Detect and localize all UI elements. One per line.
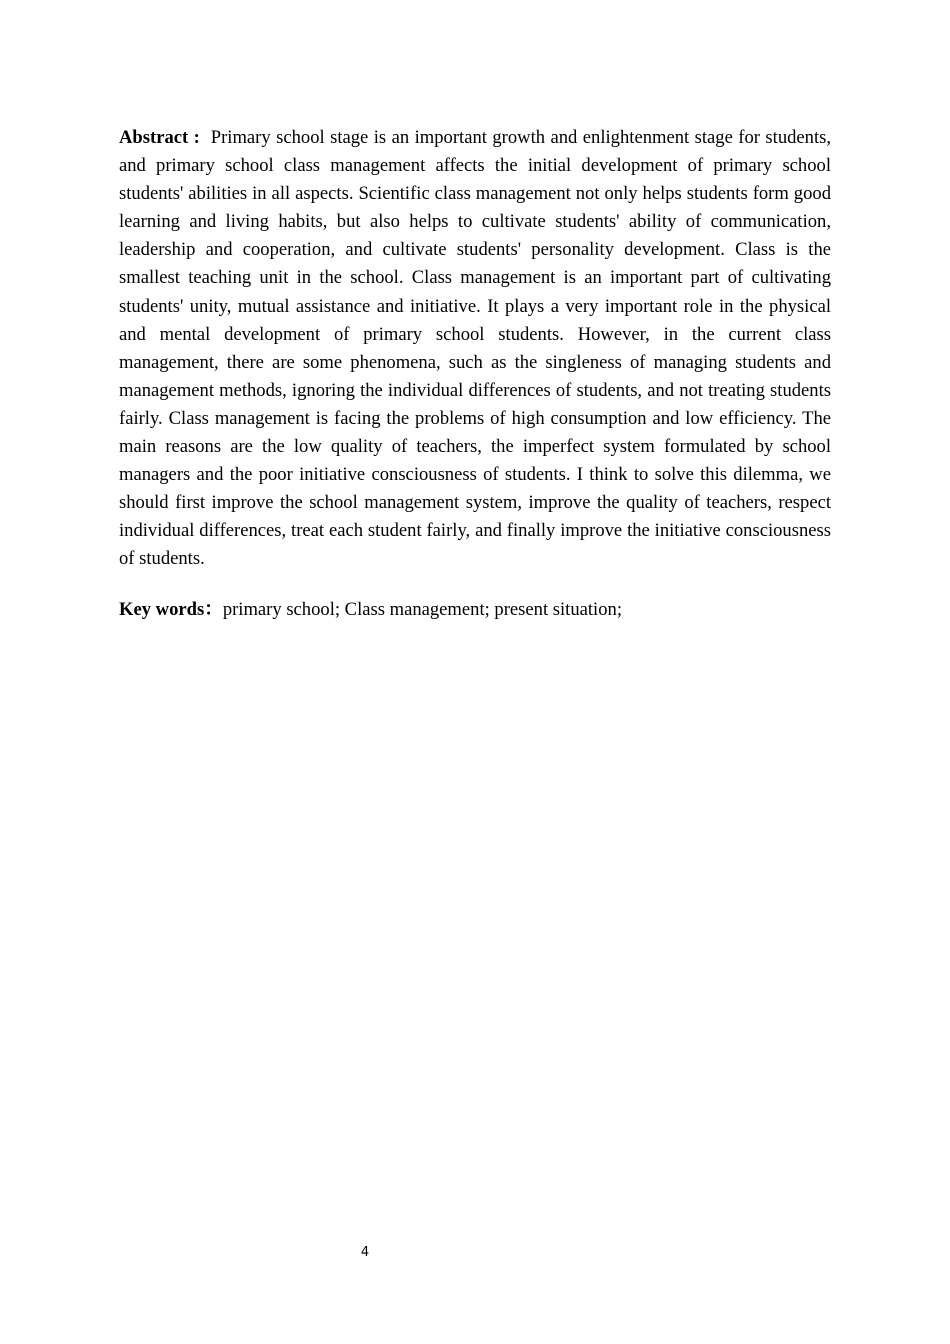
keywords-text: primary school; Class management; present situation; (222, 599, 622, 620)
page-number: 4 (360, 1245, 370, 1260)
abstract-label: Abstract : (119, 127, 211, 148)
abstract-paragraph (119, 124, 831, 574)
keywords-label: Key words： (119, 599, 223, 620)
abstract-text: Primary school stage is an important growth and enlightenment stage for students, and primary school class management affects the initial development of primary school students' abilities in all aspects. Scientific class management not only helps students form good learning and living habits, but also helps to cultivate students' ability of communication, leadership and cooperation, and cultivate students' personality development. Class is the smallest teaching unit in the school. Class management is an important part of cultivating students' unity, mutual assistance and initiative. It plays a very important role in the physical and mental development of primary school students. However, in the current class management, there are some phenomena, such as the singleness of managing students and management methods, ignoring the individual differences of students, and not treating students fairly. Class management is facing the problems of high consumption and low efficiency. The main reasons are the low quality of teachers, the imperfect system formulated by school managers and the poor initiative consciousness of students. I think to solve this dilemma, we should first improve the school management system, improve the quality of teachers, respect individual differences, treat each student fairly, and finally improve the initiative consciousness of students. (119, 127, 832, 570)
keywords-paragraph (119, 596, 831, 624)
